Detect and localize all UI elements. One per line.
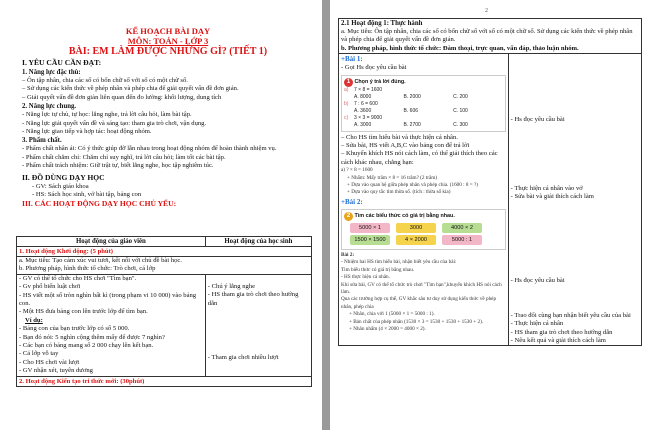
tile-row bbox=[350, 223, 503, 233]
col-header-student: Hoạt động của học sinh bbox=[205, 237, 311, 247]
s1-3-line: - Phẩm chất trách nhiệm: Giữ trật tự, biết lắng nghe, học tập nghiêm túc. bbox=[22, 162, 214, 170]
document-page-left bbox=[0, 0, 322, 430]
section-1-1: 1. Năng lực đặc thù: bbox=[22, 69, 81, 76]
document-page-right bbox=[330, 0, 650, 430]
s1-2-line: - Năng lực giao tiếp và hợp tác: hoạt động nhóm. bbox=[22, 128, 152, 136]
gv-small-line: + Bản chất của phép nhân (1530 × 3 = 1530 + 1530 + 1530 + 2). bbox=[349, 318, 484, 325]
activity-method: b. Phương pháp, hình thức tổ chức: Đàm thoại, trực quan, vấn đáp, thảo luận nhóm. bbox=[341, 44, 579, 52]
section-1-title: I. YÊU CẦU CẦN ĐẠT: bbox=[22, 58, 102, 67]
hs-line: - Tham gia chơi nhiều lượt bbox=[207, 354, 279, 362]
gv-small-line: Tìm biểu thức có giá trị bằng nhau. bbox=[341, 266, 415, 273]
activity-table bbox=[16, 236, 312, 387]
s1-1-line: – Ôn tập nhân, chia các số có bốn chữ số với số có một chữ số. bbox=[22, 77, 188, 84]
gv-line: – Cho HS tìm hiểu bài và thực hiện cá nhân. bbox=[341, 133, 458, 141]
exercise-number-badge: 2 bbox=[344, 212, 353, 221]
teacher-activity-cell bbox=[339, 54, 509, 346]
exercise-1-prompt: Chọn ý trả lời đúng. bbox=[354, 78, 406, 85]
student-activity-cell bbox=[508, 54, 641, 346]
section-3-title: III. CÁC HOẠT ĐỘNG DẠY HỌC CHỦ YẾU: bbox=[22, 199, 177, 209]
gv-line: - GV có thể tổ chức cho HS chơi "Tìm bạn". bbox=[19, 274, 137, 282]
s1-1-line: – Giải quyết vấn đề đơn giản liên quan đến đo lường: khối lượng, dung tích bbox=[22, 93, 222, 101]
expression-tile: 3000 bbox=[396, 223, 436, 233]
hs-line: - Chú ý lắng nghe bbox=[207, 282, 256, 290]
gv-small-line: Khi sửa bài, GV có thể tổ chức trò chơi "Tìm bạn",khuyến khích HS nói cách làm. bbox=[341, 281, 502, 295]
gv-small-line: Qua các trường hợp cụ thể, GV khắc sâu tư duy sử dụng kiến thức về phép nhân, phép chia bbox=[341, 296, 497, 310]
gv-small-line: + Nhân, chia với 1 (5000 × 1 = 5000 : 1). bbox=[349, 311, 435, 318]
gv-small-line: + Nhẩm: Mấy trăm × 8 = 16 trăm? (2 trăm) bbox=[347, 174, 438, 181]
exercise-1-image bbox=[341, 75, 506, 132]
hs-line: - Sửa bài và giải thích cách làm bbox=[510, 193, 594, 201]
student-activity-cell bbox=[205, 274, 311, 376]
expression-tile: 4000 × 2 bbox=[442, 223, 482, 233]
gv-line: – Sửa bài, HS viết A,B,C vào bảng con để trả lời bbox=[341, 142, 470, 150]
exercise-2-prompt: Tìm các biểu thức có giá trị bằng nhau. bbox=[354, 212, 455, 219]
s1-2-line: - Năng lực giải quyết vấn đề và sáng tạo: tham gia trò chơi, vận dụng. bbox=[22, 119, 207, 127]
s2-line: - GV: Sách giáo khoa bbox=[32, 182, 89, 190]
s1-3-line: - Phẩm chất chăm chỉ: Chăm chỉ suy nghĩ, trả lời câu hỏi; làm tốt các bài tập. bbox=[22, 153, 226, 161]
gv-line: - Gọi Hs đọc yêu cầu bài bbox=[341, 64, 407, 72]
gv-small-line: - HS thực hiện cá nhân. bbox=[341, 274, 390, 281]
s1-1-line: – Sử dụng các kiến thức về phép nhân và phép chia để giải quyết vấn đề đơn giản. bbox=[22, 85, 239, 93]
gv-small-line: + Dựa vào quy tắc tìm thừa số. (tích : thừa số kia) bbox=[347, 189, 451, 196]
gv-line: - Một HS đưa bảng con lên trước lớp để tìm bạn. bbox=[19, 308, 148, 316]
gv-small-line: Bài 2: bbox=[341, 251, 355, 258]
hs-line: - Hs đọc yêu cầu bài bbox=[510, 277, 565, 285]
section-1-3: 3. Phẩm chất. bbox=[22, 137, 62, 145]
lesson-header bbox=[22, 26, 314, 209]
goal-line: a. Mục tiêu: Tạo cảm xúc vui tươi, kết nối với chủ đề bài học. bbox=[19, 257, 182, 264]
col-header-teacher: Hoạt động của giáo viên bbox=[17, 237, 206, 247]
gv-line: - HS viết một số tròn nghìn bất kì (trong phạm vi 10 000) vào bảng con. bbox=[19, 291, 197, 308]
exercise-2-label: +Bài 2: bbox=[341, 197, 363, 206]
section-1-2: 2. Năng lực chung. bbox=[22, 103, 77, 111]
activity-2-title: 2. Hoạt động Kiến tạo tri thức mới: (30phút) bbox=[17, 376, 312, 386]
gv-line: - Gv phổ biến luật chơi bbox=[19, 283, 81, 291]
exercise-1-label: +Bài 1: bbox=[341, 55, 363, 64]
exercise-number-badge: 1 bbox=[344, 78, 353, 87]
gv-line: - Bạn đó nói: 5 nghìn cộng thêm mấy để được 7 nghìn? bbox=[19, 333, 165, 341]
tile-row bbox=[350, 235, 503, 245]
hs-line: - HS tham gia trò chơi theo hướng dẫn bbox=[510, 328, 613, 336]
hs-line: - HS tham gia trò chơi theo hướng dẫn bbox=[207, 291, 299, 307]
activity-2-1-header bbox=[339, 19, 642, 54]
doc-subject: MÔN: TOÁN - LỚP 3 bbox=[127, 36, 209, 46]
s1-3-line: - Phẩm chất nhân ái: Có ý thức giúp đỡ lẫn nhau trong hoạt động nhóm để hoàn thành nhiệm vụ. bbox=[22, 145, 277, 153]
hs-line: - Thực hiện cá nhân vào vở bbox=[510, 184, 583, 192]
expression-tile: 5000 : 1 bbox=[442, 235, 482, 245]
gv-small-line: - Nhiệm hai HS tìm hiểu bài, nhận biết yêu cầu của bài: bbox=[341, 259, 457, 266]
gv-line: – Khuyến khích HS nói cách làm, có thể giải thích theo các cách khác nhau, chẳng hạn: bbox=[341, 150, 498, 166]
gv-line: - Cả lớp vỗ tay bbox=[19, 350, 59, 358]
exercise-1-row: b) 7 : 6 = 600 A. 3600 B. 606 C. 100 bbox=[344, 100, 468, 114]
doc-lesson: BÀI: EM LÀM ĐƯỢC NHỮNG GÌ? (TIẾT 1) bbox=[68, 46, 268, 57]
gv-line: - Các bạn có bảng mang số 2 000 chạy lên kết bạn. bbox=[19, 342, 154, 350]
teacher-activity-cell bbox=[17, 274, 206, 376]
expression-tile: 1500 × 1500 bbox=[350, 235, 390, 245]
hs-line: - Trao đổi cùng bạn nhận biết yêu cầu của bài bbox=[510, 311, 631, 319]
activity-1-goal bbox=[17, 257, 312, 275]
s2-line: - HS: Sách học sinh, vở bài tập, bảng con bbox=[32, 191, 142, 199]
activity-2-1-title: 2.1 Hoạt động 1: Thực hành bbox=[341, 20, 423, 27]
hs-line: - Nêu kết quả và giải thích cách làm bbox=[510, 337, 606, 345]
gv-line: - Bảng con của bạn trước lớp có số 5 000. bbox=[19, 325, 130, 333]
s1-2-line: - Năng lực tự chủ, tự học: lắng nghe, trả lời câu hỏi, làm bài tập. bbox=[22, 111, 192, 119]
page-number: 2 bbox=[485, 8, 488, 14]
gv-line: - GV nhận xét, tuyên dương bbox=[19, 367, 93, 375]
activity-goal: a. Mục tiêu: Ôn tập nhân, chia các số có bốn chữ số với số có một chữ số. Sử dụng các kiến thức về phép nhân và phép chia để giải quyết vấn đề đơn giản. bbox=[341, 28, 633, 44]
activity-1-title: 1. Hoạt động Khởi động: (5 phút) bbox=[17, 247, 312, 257]
section-2-title: II. ĐỒ DÙNG DẠY HỌC bbox=[22, 172, 105, 182]
hs-line: - Hs đọc yêu cầu bài bbox=[510, 116, 565, 124]
exercise-1-row: c) 3 × 3 = 9000 A. 3000 B. 2700 C. 300 bbox=[344, 114, 468, 128]
gv-line: a) ? × 8 = 1600 bbox=[341, 167, 373, 174]
gv-small-line: + Dựa vào quan hệ giữa phép nhân và phép chia. (1600 : 8 = ?) bbox=[347, 182, 479, 189]
exercise-1-row: a) 7 × 8 = 1600 A. 8000 B. 2000 C. 200 bbox=[344, 86, 468, 100]
gv-small-line: + Nhân nhẩm (4 × 2000 = 4000 × 2). bbox=[349, 325, 426, 332]
exercise-2-image bbox=[341, 209, 506, 250]
doc-title: KẾ HOẠCH BÀI DẠY bbox=[125, 26, 211, 36]
expression-tile: 5000 × 1 bbox=[350, 223, 390, 233]
activity-table-continued bbox=[338, 18, 642, 346]
gv-line: - Cho HS chơi vài lượt bbox=[19, 358, 80, 366]
expression-tile: 4 × 2000 bbox=[396, 235, 436, 245]
goal-line: b. Phương pháp, hình thức tổ chức: Trò chơi, cá lớp bbox=[19, 265, 156, 273]
hs-line: - Thực hiện cá nhân bbox=[510, 320, 564, 328]
gv-line: Ví dụ: bbox=[25, 316, 43, 324]
